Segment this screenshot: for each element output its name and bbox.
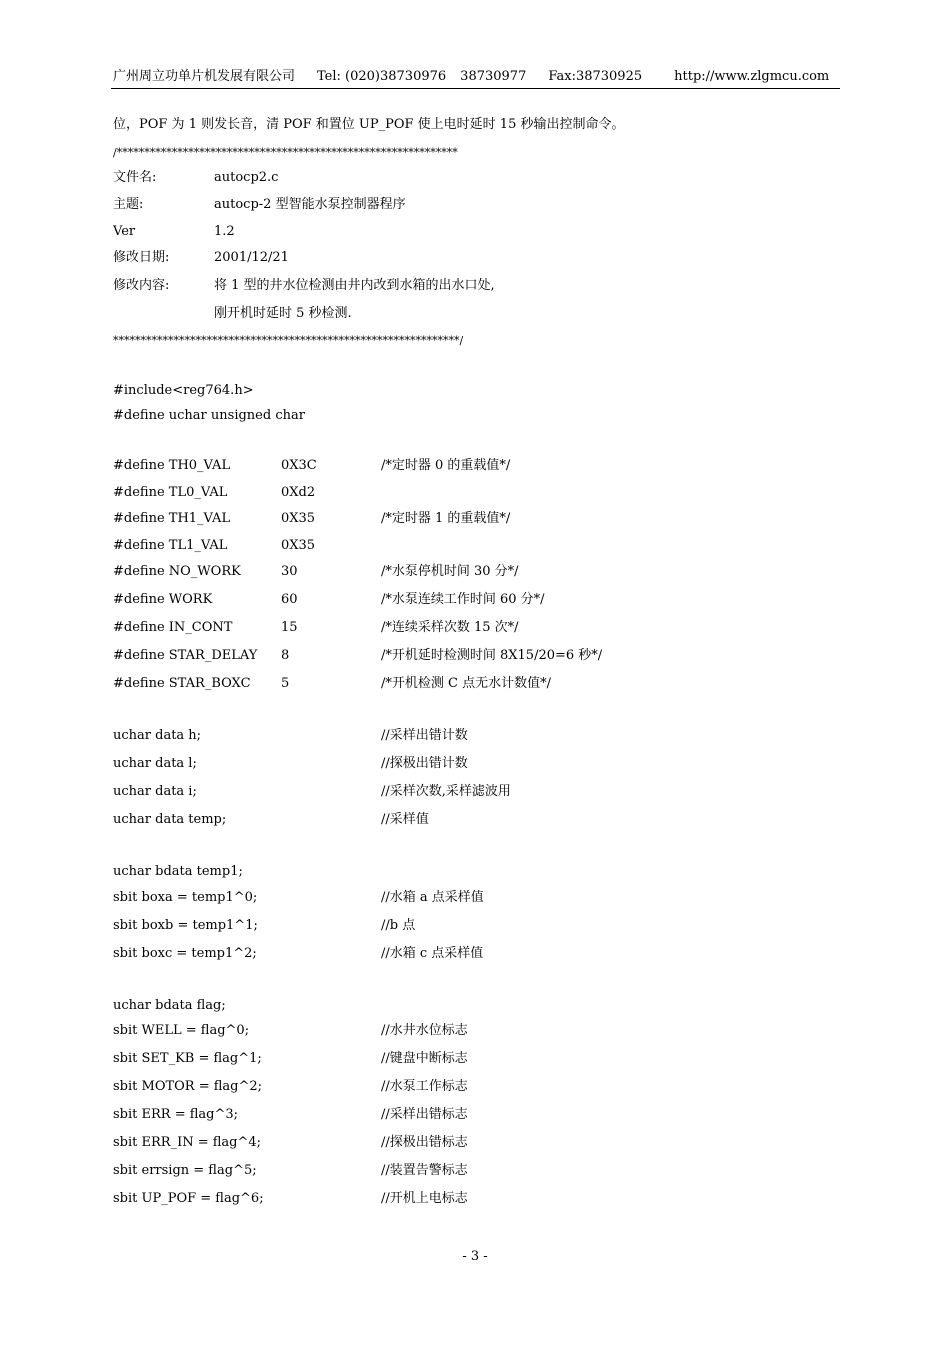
flag-code: sbit SET_KB = flag^1; [113,1051,262,1066]
comment-open: /************************************************************** [113,146,458,159]
flag-comment: //键盘中断标志 [381,1051,468,1066]
define-value: 30 [281,564,298,579]
define-comment: /*水泵停机时间 30 分*/ [381,564,519,579]
define-comment: /*连续采样次数 15 次*/ [381,620,519,635]
define-comment: /*开机延时检测时间 8X15/20=6 秒*/ [381,648,603,663]
file-info-value: 刚开机时延时 5 秒检测. [214,306,352,321]
define-value: 0X35 [281,511,316,526]
header-tel: Tel: (020)38730976 [317,69,447,84]
define-uchar-line: #define uchar unsigned char [113,408,305,423]
temp1-comment: //b 点 [381,918,416,933]
define-value: 0X35 [281,538,316,553]
flag-comment: //开机上电标志 [381,1191,468,1206]
define-comment: /*定时器 1 的重载值*/ [381,511,511,526]
file-info-value: autocp2.c [214,170,279,185]
flag-code: sbit ERR = flag^3; [113,1107,239,1122]
var-comment: //采样出错计数 [381,728,468,743]
var-code: uchar data l; [113,756,197,771]
temp1-code: sbit boxb = temp1^1; [113,918,258,933]
var-code: uchar data i; [113,784,197,799]
temp1-comment: //水箱 a 点采样值 [381,890,484,905]
var-comment: //采样次数,采样滤波用 [381,784,511,799]
temp1-code: uchar bdata temp1; [113,864,243,879]
define-value: 60 [281,592,298,607]
flag-code: sbit ERR_IN = flag^4; [113,1135,262,1150]
define-comment: /*开机检测 C 点无水计数值*/ [381,676,551,691]
header-company: 广州周立功单片机发展有限公司 [113,69,296,84]
page-number: - 3 - [462,1249,488,1264]
file-info-label: 修改内容: [113,278,170,293]
header-tel2: 38730977 [460,69,527,84]
flag-comment: //探极出错标志 [381,1135,468,1150]
flag-comment: //水泵工作标志 [381,1079,468,1094]
define-name: #define TL0_VAL [113,485,228,500]
var-code: uchar data temp; [113,812,227,827]
define-name: #define TH0_VAL [113,458,231,473]
file-info-label: 修改日期: [113,250,170,265]
define-value: 5 [281,676,290,691]
define-comment: /*水泵连续工作时间 60 分*/ [381,592,545,607]
define-name: #define TH1_VAL [113,511,231,526]
file-info-value: 1.2 [214,224,235,239]
var-comment: //采样值 [381,812,429,827]
var-comment: //探极出错计数 [381,756,468,771]
define-name: #define STAR_BOXC [113,676,251,691]
page-header [113,68,840,86]
header-url: http://www.zlgmcu.com [674,69,830,84]
file-info-label: Ver [113,224,136,239]
define-name: #define WORK [113,592,213,607]
flag-comment: //采样出错标志 [381,1107,468,1122]
file-info-value: autocp-2 型智能水泵控制器程序 [214,197,406,212]
var-code: uchar data h; [113,728,202,743]
flag-code: uchar bdata flag; [113,998,226,1013]
define-name: #define IN_CONT [113,620,233,635]
header-rule [111,88,840,89]
file-info-value: 2001/12/21 [214,250,289,265]
flag-code: sbit MOTOR = flag^2; [113,1079,263,1094]
define-name: #define STAR_DELAY [113,648,258,663]
define-comment: /*定时器 0 的重载值*/ [381,458,511,473]
define-value: 8 [281,648,290,663]
flag-comment: //装置告警标志 [381,1163,468,1178]
define-name: #define NO_WORK [113,564,241,579]
file-info-label: 文件名: [113,170,157,185]
define-value: 15 [281,620,298,635]
file-info-label: 主题: [113,197,144,212]
include-line: #include<reg764.h> [113,383,254,398]
file-info-value: 将 1 型的井水位检测由井内改到水箱的出水口处, [214,278,495,293]
define-name: #define TL1_VAL [113,538,228,553]
temp1-code: sbit boxc = temp1^2; [113,946,257,961]
temp1-code: sbit boxa = temp1^0; [113,890,258,905]
flag-code: sbit UP_POF = flag^6; [113,1191,264,1206]
temp1-comment: //水箱 c 点采样值 [381,946,484,961]
define-value: 0Xd2 [281,485,316,500]
comment-close: ***************************************************************/ [113,334,464,347]
header-fax: Fax:38730925 [548,69,643,84]
flag-comment: //水井水位标志 [381,1023,468,1038]
intro-line: 位，POF 为 1 则发长音，清 POF 和置位 UP_POF 使上电时延时 15 秒输出控制命令。 [113,117,625,132]
flag-code: sbit WELL = flag^0; [113,1023,250,1038]
define-value: 0X3C [281,458,317,473]
flag-code: sbit errsign = flag^5; [113,1163,257,1178]
